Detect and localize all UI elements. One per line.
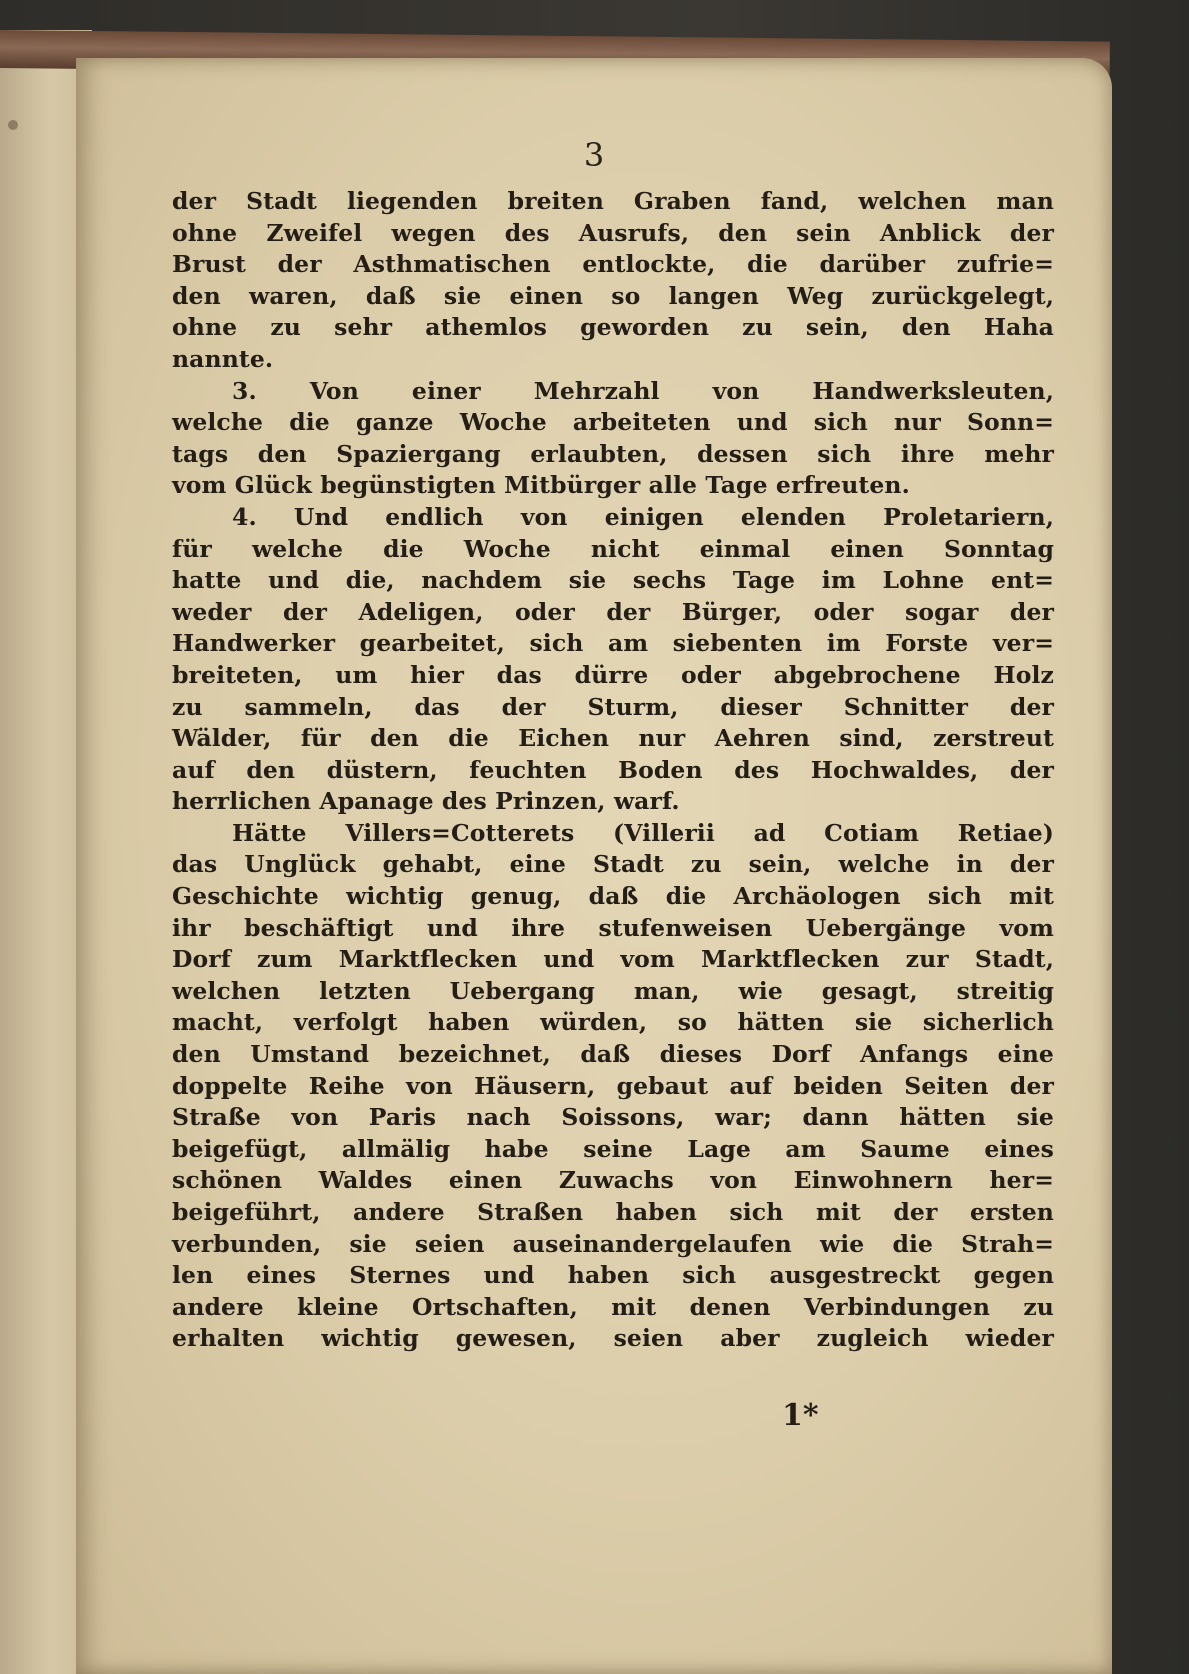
text-line: ohne zu sehr athemlos geworden zu sein, den Haha [172, 313, 1054, 342]
paragraph-item-4 [172, 502, 1054, 818]
text-line: Geschichte wichtig genug, daß die Archäologen sich mit [172, 882, 1054, 911]
text-line: welchen letzten Uebergang man, wie gesagt, streitig [172, 976, 1054, 1005]
text-line: Brust der Asthmatischen entlockte, die darüber zufrie= [172, 250, 1054, 279]
text-line: das Unglück gehabt, eine Stadt zu sein, welche in der [172, 850, 1054, 879]
text-line: zu sammeln, das der Sturm, dieser Schnitter der [172, 692, 1054, 721]
text-line: der Stadt liegenden breiten Graben fand, welchen man [172, 187, 1054, 215]
text-line: Dorf zum Marktflecken und vom Marktflecken zur Stadt, [172, 945, 1054, 974]
text-line: doppelte Reihe von Häusern, gebaut auf beiden Seiten der [172, 1071, 1054, 1100]
text-line: verbunden, sie seien auseinandergelaufen wie die Strah= [172, 1229, 1054, 1258]
book-page [76, 58, 1112, 1674]
text-line: den waren, daß sie einen so langen Weg zurückgelegt, [172, 281, 1054, 310]
text-line: für welche die Woche nicht einmal einen Sonntag [172, 534, 1054, 563]
text-line: Straße von Paris nach Soissons, war; dann hätten sie [172, 1103, 1054, 1132]
text-line: ihr beschäftigt und ihre stufenweisen Uebergänge vom [172, 913, 1054, 942]
text-line: Hätte Villers=Cotterets (Villerii ad Cotiam Retiae) [232, 818, 1054, 847]
printer-signature-mark: 1* [782, 1398, 819, 1433]
text-line: den Umstand bezeichnet, daß dieses Dorf Anfangs eine [172, 1040, 1054, 1069]
text-line: beigeführt, andere Straßen haben sich mit der ersten [172, 1198, 1054, 1226]
paper-fleck [8, 120, 18, 130]
text-line: welche die ganze Woche arbeiteten und sich nur Sonn= [172, 408, 1054, 437]
paragraph-villers-cotterets [172, 818, 1054, 1355]
text-line: macht, verfolgt haben würden, so hätten sie sicherlich [172, 1008, 1054, 1037]
text-line: erhalten wichtig gewesen, seien aber zugleich wieder [172, 1324, 1054, 1353]
text-line: Handwerker gearbeitet, sich am siebenten im Forste ver= [172, 629, 1054, 658]
text-line: hatte und die, nachdem sie sechs Tage im Lohne ent= [172, 566, 1054, 595]
text-line: herrlichen Apanage des Prinzen, warf. [172, 787, 680, 816]
text-line: len eines Sternes und haben sich ausgestreckt gegen [172, 1261, 1054, 1290]
text-line: weder der Adeligen, oder der Bürger, oder sogar der [172, 597, 1054, 626]
text-line: 4. Und endlich von einigen elenden Proletariern, [232, 502, 1054, 531]
text-line: schönen Waldes einen Zuwachs von Einwohnern her= [172, 1166, 1054, 1195]
text-line: auf den düstern, feuchten Boden des Hochwaldes, der [172, 755, 1054, 784]
text-line: tags den Spaziergang erlaubten, dessen sich ihre mehr [172, 439, 1054, 468]
text-line: beigefügt, allmälig habe seine Lage am Saume eines [172, 1134, 1054, 1163]
text-line: ohne Zweifel wegen des Ausrufs, den sein Anblick der [172, 218, 1054, 247]
page-number: 3 [583, 136, 605, 174]
text-line: nannte. [172, 344, 274, 373]
text-line: 3. Von einer Mehrzahl von Handwerksleuten, [232, 376, 1054, 405]
text-line: andere kleine Ortschaften, mit denen Verbindungen zu [172, 1292, 1054, 1321]
text-line: vom Glück begünstigten Mitbürger alle Tage erfreuten. [172, 471, 910, 500]
paragraph-item-3 [172, 376, 1054, 502]
paragraph-continuation [172, 186, 1054, 376]
text-line: breiteten, um hier das dürre oder abgebrochene Holz [172, 660, 1054, 689]
text-line: Wälder, für den die Eichen nur Aehren sind, zerstreut [172, 724, 1054, 753]
body-text [172, 186, 1054, 1355]
